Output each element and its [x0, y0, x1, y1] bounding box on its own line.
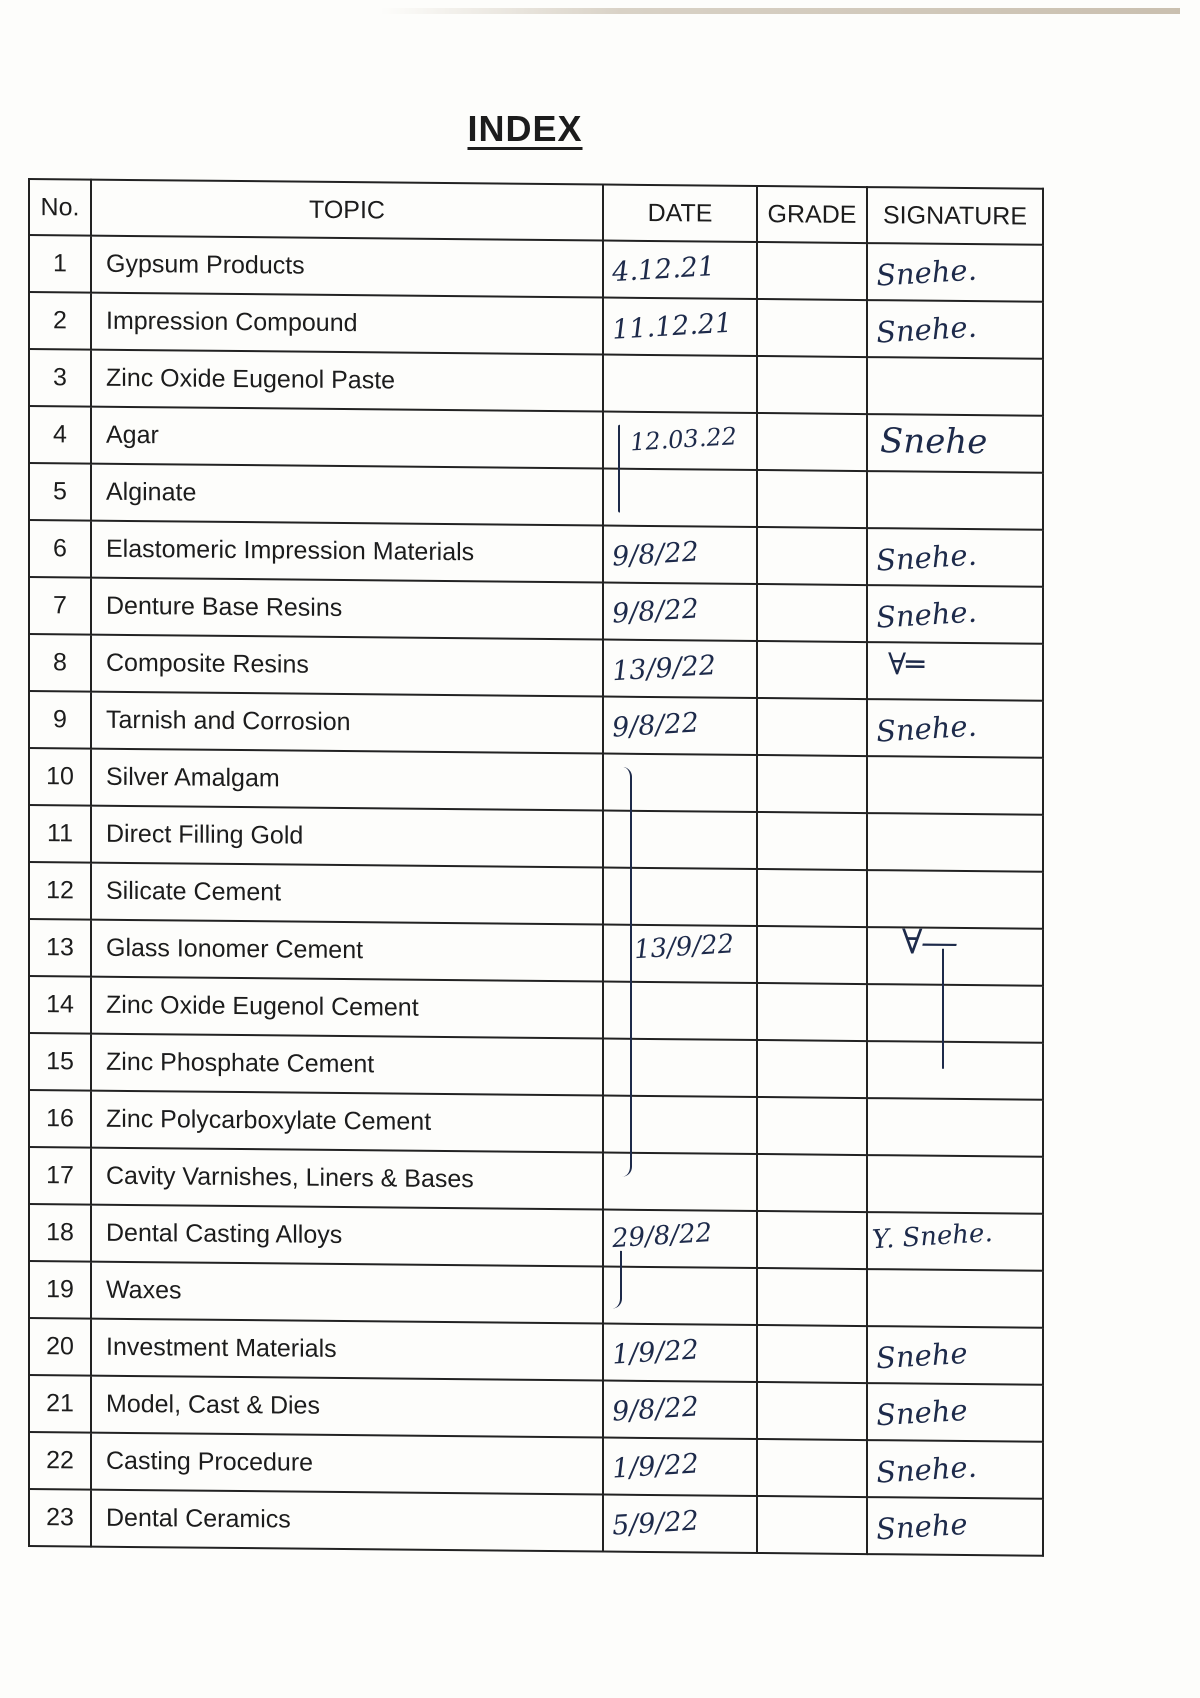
table-row: [29, 1147, 1043, 1214]
row-number: 2: [29, 292, 91, 350]
row-signature: [867, 922, 1043, 986]
row-number: 21: [29, 1375, 91, 1433]
row-date: [603, 1096, 757, 1154]
row-topic: Zinc Oxide Eugenol Cement: [91, 977, 603, 1039]
row-number: 20: [29, 1318, 91, 1376]
row-signature: [867, 1155, 1043, 1214]
table-row: [29, 463, 1043, 530]
row-date: [603, 469, 757, 527]
table-row: [29, 691, 1043, 758]
handwritten-date: 1/9/22: [611, 1334, 700, 1371]
row-topic: Agar: [91, 407, 603, 469]
row-grade: [757, 812, 867, 870]
table-row: [29, 292, 1043, 359]
row-signature: [867, 1326, 1043, 1385]
row-date: [603, 1267, 757, 1325]
row-signature: [867, 1269, 1043, 1328]
initials-signature-mark: ∀═: [888, 647, 925, 683]
row-number: 14: [29, 976, 91, 1034]
row-topic: Direct Filling Gold: [91, 806, 603, 868]
row-number: 15: [29, 1033, 91, 1091]
row-number: 6: [29, 520, 91, 578]
row-date: [603, 1324, 757, 1382]
row-signature: [867, 1212, 1043, 1271]
page-top-edge: [380, 8, 1180, 14]
row-date: [603, 583, 757, 641]
grouped-signature: Y. Snehe.: [871, 1218, 994, 1256]
row-signature: [867, 642, 1043, 701]
handwritten-date: 11.12.21: [611, 307, 734, 346]
row-grade: [757, 698, 867, 756]
row-signature: [867, 528, 1043, 587]
row-grade: [757, 413, 867, 471]
row-signature: [867, 1098, 1043, 1157]
row-topic: Dental Casting Alloys: [91, 1205, 603, 1267]
row-topic: Zinc Phosphate Cement: [91, 1034, 603, 1096]
row-grade: [757, 869, 867, 927]
handwritten-date: 9/8/22: [611, 593, 700, 630]
handwritten-date: 9/8/22: [611, 1391, 700, 1428]
row-grade: [757, 1211, 867, 1269]
row-date: [603, 868, 757, 926]
row-grade: [757, 1496, 867, 1554]
row-date: [603, 811, 757, 869]
handwritten-date: 1/9/22: [611, 1448, 700, 1485]
row-date: [603, 697, 757, 755]
row-grade: [757, 1040, 867, 1098]
row-grade: [757, 926, 867, 984]
header-date: DATE: [603, 185, 757, 242]
row-signature: [867, 699, 1043, 758]
table-row: [29, 1090, 1043, 1157]
row-topic: Silicate Cement: [91, 863, 603, 925]
row-signature: [867, 243, 1043, 302]
table-row: [29, 1489, 1043, 1556]
header-no: No.: [29, 179, 91, 236]
row-number: 13: [29, 919, 91, 977]
row-topic: Dental Ceramics: [91, 1490, 603, 1552]
table-header-row: [29, 179, 1043, 245]
row-topic: Glass Ionomer Cement: [91, 920, 603, 982]
row-signature: [867, 300, 1043, 359]
row-date: [603, 925, 757, 983]
row-topic: Impression Compound: [91, 293, 603, 355]
row-grade: [757, 470, 867, 528]
row-date: [603, 526, 757, 584]
row-date: [603, 982, 757, 1040]
row-number: 11: [29, 805, 91, 863]
row-number: 5: [29, 463, 91, 521]
row-number: 8: [29, 634, 91, 692]
handwritten-date: 5/9/22: [611, 1505, 700, 1542]
header-topic: TOPIC: [91, 180, 603, 241]
row-number: 1: [29, 235, 91, 293]
row-signature: [867, 984, 1043, 1043]
table-row: [29, 406, 1043, 473]
row-number: 22: [29, 1432, 91, 1490]
handwritten-signature: Snehe.: [874, 252, 978, 293]
table-row: [29, 1432, 1043, 1499]
row-grade: [757, 1097, 867, 1155]
row-date: [603, 412, 757, 470]
grouped-date: 13/9/22: [633, 929, 736, 966]
row-grade: [757, 242, 867, 300]
row-signature: [867, 1383, 1043, 1442]
row-number: 9: [29, 691, 91, 749]
row-topic: Zinc Polycarboxylate Cement: [91, 1091, 603, 1153]
row-grade: [757, 584, 867, 642]
row-number: 18: [29, 1204, 91, 1262]
row-grade: [757, 641, 867, 699]
row-signature: [867, 1041, 1043, 1100]
row-signature: [867, 414, 1043, 473]
row-grade: [757, 1382, 867, 1440]
table-row: [29, 1204, 1043, 1271]
index-table: [28, 178, 1044, 1557]
table-row: [29, 748, 1043, 815]
row-signature: [867, 1497, 1043, 1556]
row-date: [603, 1381, 757, 1439]
handwritten-signature: Snehe.: [874, 708, 978, 749]
handwritten-date: 13/9/22: [611, 650, 718, 688]
row-signature: [867, 756, 1043, 815]
row-signature: [867, 1440, 1043, 1499]
row-date: [603, 754, 757, 812]
table-row: [29, 976, 1043, 1043]
row-date: [603, 355, 757, 413]
row-grade: [757, 1439, 867, 1497]
table-body: [29, 235, 1043, 1556]
row-signature: [867, 471, 1043, 530]
page-title: INDEX: [467, 108, 583, 149]
row-date: [603, 1210, 757, 1268]
grouped-date: 12.03.22: [629, 422, 738, 457]
row-topic: Zinc Oxide Eugenol Paste: [91, 350, 603, 412]
row-number: 3: [29, 349, 91, 407]
row-topic: Alginate: [91, 464, 603, 526]
table-row: [29, 1318, 1043, 1385]
handwritten-date: 9/8/22: [611, 707, 700, 744]
row-topic: Waxes: [91, 1262, 603, 1324]
row-signature: [867, 870, 1043, 929]
handwritten-signature: Snehe: [874, 1392, 969, 1432]
row-number: 23: [29, 1489, 91, 1547]
table-row: [29, 235, 1043, 302]
row-topic: Gypsum Products: [91, 236, 603, 298]
row-number: 16: [29, 1090, 91, 1148]
header-signature: SIGNATURE: [867, 187, 1043, 245]
handwritten-signature: Snehe.: [874, 594, 978, 635]
row-grade: [757, 356, 867, 414]
row-topic: Casting Procedure: [91, 1433, 603, 1495]
row-grade: [757, 983, 867, 1041]
handwritten-signature: Snehe: [874, 1335, 969, 1375]
grouped-date: 29/8/22: [611, 1218, 714, 1255]
row-topic: Model, Cast & Dies: [91, 1376, 603, 1438]
handwritten-signature: Snehe.: [874, 309, 978, 350]
row-topic: Composite Resins: [91, 635, 603, 697]
row-grade: [757, 1268, 867, 1326]
table-row: [29, 1033, 1043, 1100]
row-grade: [757, 299, 867, 357]
row-grade: [757, 1325, 867, 1383]
row-number: 7: [29, 577, 91, 635]
row-date: [603, 298, 757, 356]
handwritten-date: 9/8/22: [611, 536, 700, 573]
row-date: [603, 640, 757, 698]
row-signature: [867, 585, 1043, 644]
row-signature: [867, 357, 1043, 416]
handwritten-signature: Snehe.: [874, 1449, 978, 1490]
row-number: 17: [29, 1147, 91, 1205]
row-topic: Silver Amalgam: [91, 749, 603, 811]
row-number: 10: [29, 748, 91, 806]
handwritten-date: 4.12.21: [611, 251, 717, 289]
table-row: [29, 805, 1043, 872]
table-row: [29, 919, 1043, 986]
table-row: [29, 1261, 1043, 1328]
table-row: [29, 520, 1043, 587]
row-signature: [867, 813, 1043, 872]
row-topic: Denture Base Resins: [91, 578, 603, 640]
row-date: [603, 1153, 757, 1211]
table-row: [29, 634, 1043, 701]
header-grade: GRADE: [757, 186, 867, 243]
table-row: [29, 349, 1043, 416]
initials-signature-mark: ∀―: [902, 922, 957, 963]
row-number: 4: [29, 406, 91, 464]
row-date: [603, 1438, 757, 1496]
row-date: [603, 241, 757, 299]
row-number: 12: [29, 862, 91, 920]
row-grade: [757, 755, 867, 813]
handwritten-signature: Snehe.: [874, 537, 978, 578]
row-date: [603, 1495, 757, 1553]
row-number: 19: [29, 1261, 91, 1319]
table-row: [29, 1375, 1043, 1442]
table-row: [29, 862, 1043, 929]
row-grade: [757, 1154, 867, 1212]
row-topic: Tarnish and Corrosion: [91, 692, 603, 754]
handwritten-signature: Snehe: [874, 1506, 969, 1546]
row-date: [603, 1039, 757, 1097]
grouped-signature: Snehe: [880, 421, 988, 463]
table-row: [29, 577, 1043, 644]
row-topic: Investment Materials: [91, 1319, 603, 1381]
row-grade: [757, 527, 867, 585]
row-topic: Cavity Varnishes, Liners & Bases: [91, 1148, 603, 1210]
row-topic: Elastomeric Impression Materials: [91, 521, 603, 583]
